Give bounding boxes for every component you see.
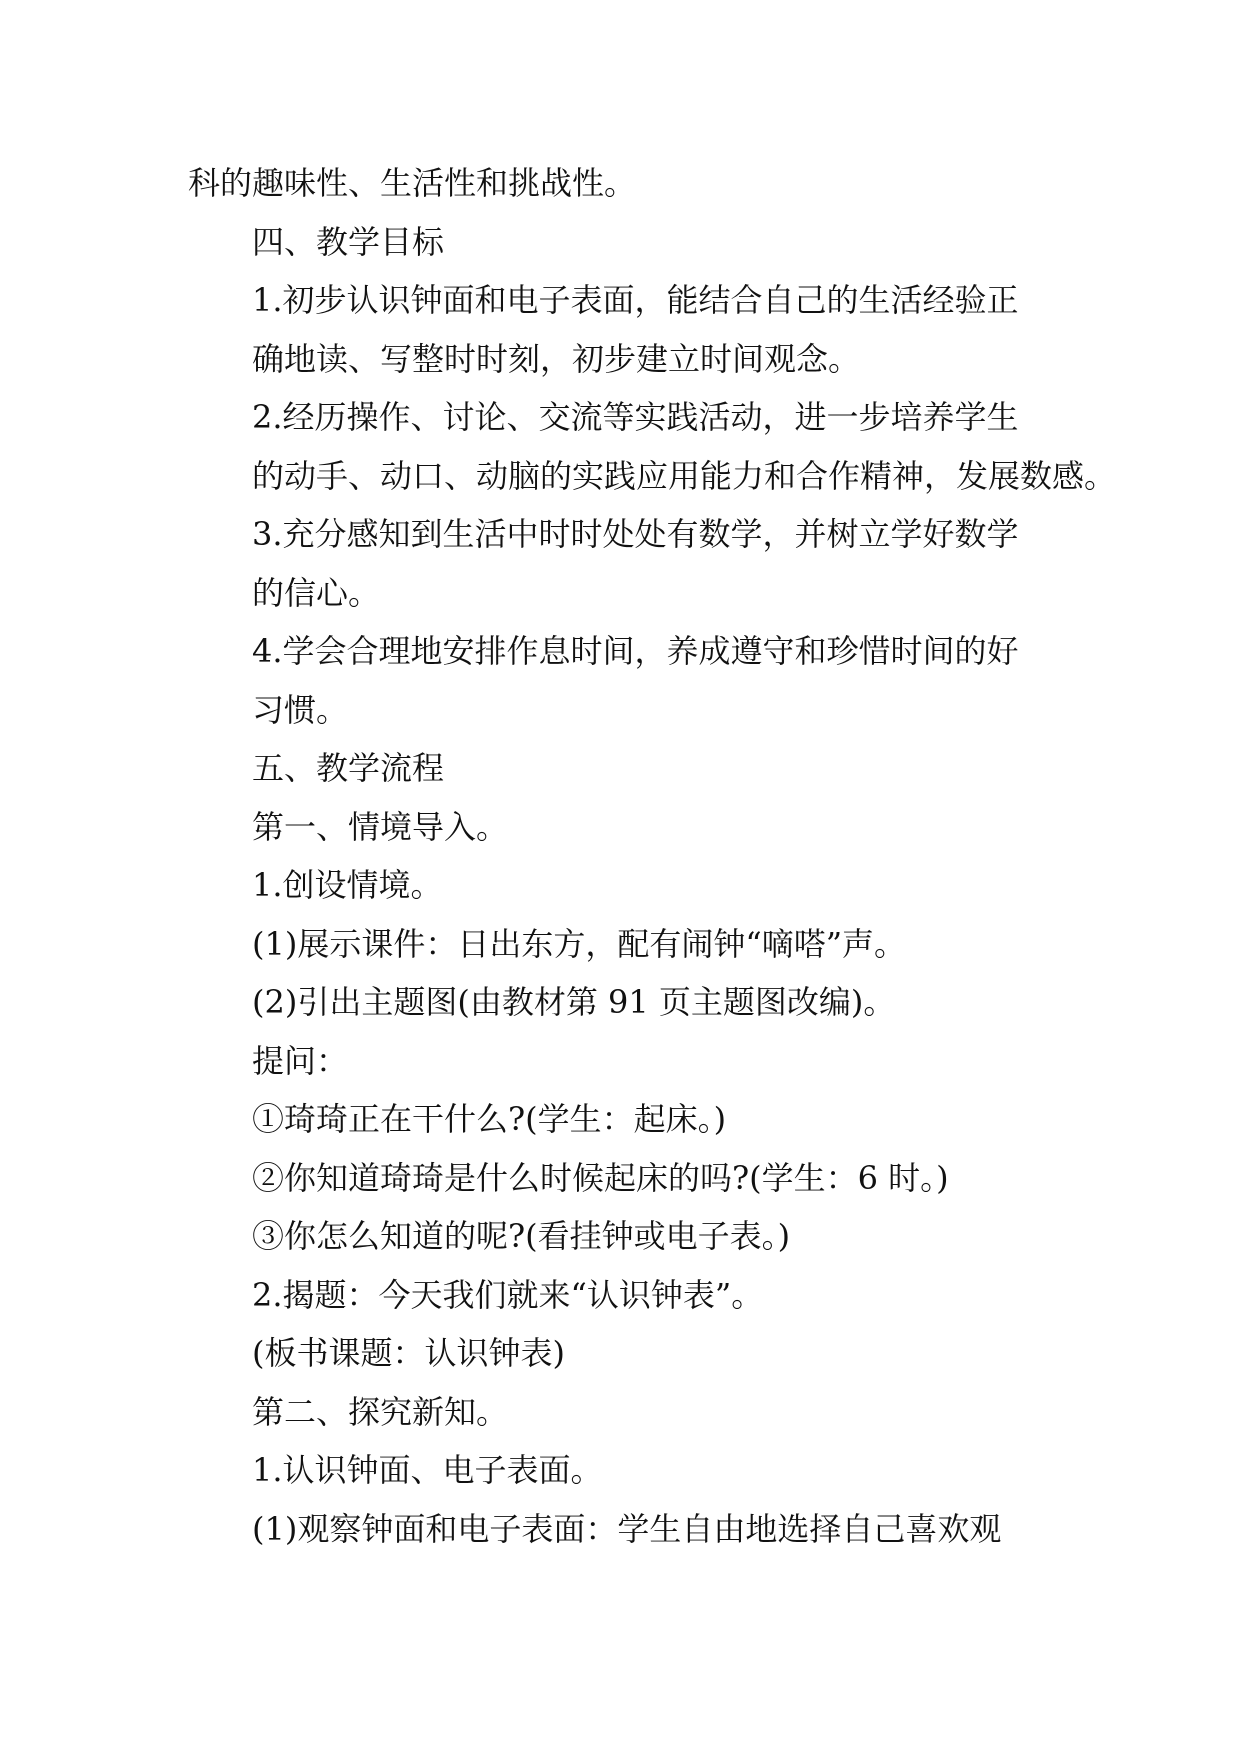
text-line: (板书课题：认识钟表) — [252, 1334, 565, 1372]
text-line: 四、教学目标 — [252, 222, 445, 261]
text-line: 2.揭题：今天我们就来“认识钟表”。 — [252, 1275, 764, 1314]
text-line: 确地读、写整时时刻，初步建立时间观念。 — [252, 339, 861, 378]
paragraph — [188, 1441, 1058, 1500]
paragraph — [188, 154, 1058, 213]
text-line: 第二、探究新知。 — [252, 1392, 509, 1431]
paragraph — [188, 1500, 1058, 1559]
text-line: 1.认识钟面、电子表面。 — [252, 1451, 603, 1489]
document-body — [188, 154, 1117, 1558]
text-line: ②你知道琦琦是什么时候起床的吗?(学生：6 时。) — [252, 1158, 949, 1197]
paragraph — [188, 213, 1058, 272]
paragraph — [188, 1207, 1058, 1266]
text-line: 1.创设情境。 — [252, 866, 443, 904]
text-line: 的动手、动口、动脑的实践应用能力和合作精神，发展数感。 — [252, 456, 1117, 495]
paragraph — [188, 271, 1058, 388]
paragraph — [188, 388, 1117, 505]
text-line: (2)引出主题图(由教材第 91 页主题图改编)。 — [252, 983, 896, 1021]
text-line: 4.学会合理地安排作息时间，养成遵守和珍惜时间的好 — [252, 632, 1019, 670]
text-line: ③你怎么知道的呢?(看挂钟或电子表。) — [252, 1217, 791, 1255]
text-line: 2.经历操作、讨论、交流等实践活动，进一步培养学生 — [252, 398, 1019, 436]
paragraph — [188, 915, 1058, 974]
paragraph — [188, 1266, 1058, 1325]
paragraph — [188, 1149, 1058, 1208]
paragraph — [188, 973, 1058, 1032]
paragraph — [188, 622, 1058, 739]
paragraph — [188, 856, 1058, 915]
text-line: ①琦琦正在干什么?(学生：起床。) — [252, 1100, 727, 1138]
paragraph — [188, 739, 1058, 798]
text-line: 第一、情境导入。 — [252, 807, 509, 846]
paragraph — [188, 1090, 1058, 1149]
text-line: 1.初步认识钟面和电子表面，能结合自己的生活经验正 — [252, 281, 1019, 319]
text-line: (1)展示课件：日出东方，配有闹钟“嘀嗒”声。 — [252, 924, 907, 963]
paragraph — [188, 1032, 1058, 1091]
text-line: 3.充分感知到生活中时时处处有数学，并树立学好数学 — [252, 515, 1019, 553]
paragraph — [188, 798, 1058, 857]
text-line: 五、教学流程 — [252, 749, 445, 787]
text-line: 提问： — [252, 1041, 349, 1080]
paragraph — [188, 1324, 1058, 1383]
text-line: (1)观察钟面和电子表面：学生自由地选择自己喜欢观 — [252, 1509, 1002, 1548]
text-line: 的信心。 — [252, 573, 381, 612]
text-line: 科的趣味性、生活性和挑战性。 — [188, 164, 637, 202]
paragraph — [188, 505, 1058, 622]
paragraph — [188, 1383, 1058, 1442]
text-line: 习惯。 — [252, 690, 349, 729]
